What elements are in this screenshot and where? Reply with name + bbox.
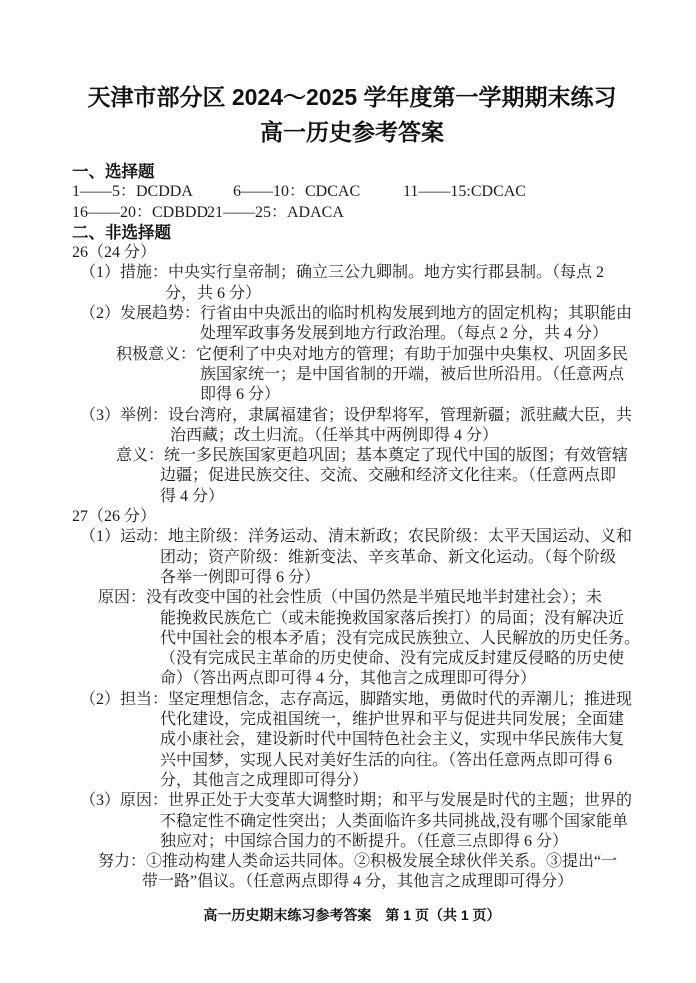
q26-item2-line2: 处理军政事务发展到地方行政治理。（每点 2 分，共 4 分） — [200, 325, 609, 343]
q27-item2-line4: 兴中国梦，实现人民对美好生活的向往。（答出任意两点即可得 6 — [160, 751, 613, 769]
answer-key-1-5: 1——5：DCDDA — [72, 183, 193, 201]
q27-item2-line3: 成小康社会，建设新时代中国特色社会主义，实现中华民族伟大复 — [160, 731, 625, 749]
q27-item1-line1: （1）运动：地主阶级：洋务运动、清末新政；农民阶级：太平天国运动、义和 — [80, 528, 633, 546]
q27-item1-reason-line4: （没有完成民主革命的历史使命、没有完成反封建反侵略的历史使 — [160, 650, 625, 668]
q26-item3-line1: （3）举例：设台湾府，隶属福建省；设伊犁将军，管理新疆；派驻藏大臣，共 — [80, 406, 633, 424]
answer-row-1 — [72, 182, 632, 202]
document-title: 天津市部分区 2024～2025 学年度第一学期期末练习 — [87, 84, 617, 110]
q26-item2-meaning-line2: 族国家统一；是中国省制的开端，被后世所沿用。（任意两点 — [200, 365, 625, 383]
q26-item1-line1: （1）措施：中央实行皇帝制；确立三公九卿制。地方实行郡县制。（每点 2 — [80, 264, 605, 282]
section-heading-choice: 一、选择题 — [72, 163, 155, 181]
q27-item3-effort-line1: 努力：①推动构建人类命运共同体。②积极发展全球伙伴关系。③提出“一 — [98, 853, 618, 871]
q26-item2-line1: （2）发展趋势：行省由中央派出的临时机构发展到地方的固定机构；其职能由 — [80, 305, 633, 323]
q27-item2-line2: 代化建设，完成祖国统一，维护世界和平与促进共同发展；全面建 — [160, 711, 625, 729]
page-footer: 高一历史期末练习参考答案 第 1 页（共 1 页） — [203, 906, 501, 923]
q27-item3-line1: （3）原因：世界正处于大变革大调整时期；和平与发展是时代的主题；世界的 — [80, 792, 633, 810]
q26-item2-meaning-line3: 即得 6 分） — [200, 386, 281, 404]
q27-item1-reason-line5: 命）（答出两点即可得 4 分，其他言之成理即可得分） — [160, 670, 537, 688]
answer-key-6-10: 6——10：CDCAC — [233, 183, 361, 201]
section-heading-essay: 二、非选择题 — [72, 223, 171, 242]
q27-item3-line2: 不稳定性不确定性突出；人类面临许多共同挑战,没有哪个国家能单 — [160, 812, 629, 830]
q26-item3-meaning-line3: 得 4 分） — [160, 487, 225, 505]
q27-item2-line5: 分，其他言之成理即可得分） — [160, 771, 369, 789]
answer-key-16-20: 16——20：CDBDD — [72, 203, 209, 221]
q26-item3-meaning-line2: 边疆；促进民族交往、交流、交融和经济文化往来。（任意两点即 — [160, 467, 617, 485]
q26-item1-line2: 分，共 6 分） — [165, 284, 262, 302]
q26-item3-line2: 治西藏；改土归流。（任举其中两例即得 4 分） — [170, 426, 499, 444]
q27-item1-line2: 团动；资产阶级：维新变法、辛亥革命、新文化运动。（每个阶级 — [160, 548, 617, 566]
answer-key-11-15: 11——15:CDCAC — [403, 183, 526, 201]
q27-item1-line3: 各举一例即可得 6 分） — [160, 568, 321, 586]
q27-item2-line1: （2）担当：坚定理想信念，志存高远，脚踏实地，勇做时代的弄潮儿；推进现 — [80, 690, 633, 708]
document-subtitle: 高一历史参考答案 — [260, 119, 444, 145]
q26-item2-meaning-line1: 积极意义：它便利了中央对地方的管理；有助于加强中央集权、巩固多民 — [116, 345, 629, 363]
q27-item1-reason-line1: 原因：没有改变中国的社会性质（中国仍然是半殖民地半封建社会）；未 — [98, 589, 603, 607]
answer-key-21-25: 21——25：ADACA — [207, 203, 344, 221]
q26-header: 26（24 分） — [72, 244, 157, 262]
q27-item3-line3: 独应对；中国综合国力的不断提升。（任意三点即得 6 分） — [160, 832, 569, 850]
q27-item1-reason-line2: 能挽救民族危亡（或未能挽救国家落后挨打）的局面；没有解决近 — [160, 609, 625, 627]
q27-header: 27（26 分） — [72, 508, 157, 526]
answer-row-2 — [72, 203, 632, 223]
q26-item3-meaning-line1: 意义：统一多民族国家更趋巩固；基本奠定了现代中国的版图；有效管辖 — [116, 447, 629, 465]
q27-item3-effort-line2: 带一路”倡议。（任意两点即得 4 分，其他言之成理即可得分） — [142, 873, 574, 891]
q27-item1-reason-line3: 代中国社会的根本矛盾；没有完成民族独立、人民解放的历史任务。 — [160, 629, 641, 647]
document-body — [72, 162, 641, 893]
